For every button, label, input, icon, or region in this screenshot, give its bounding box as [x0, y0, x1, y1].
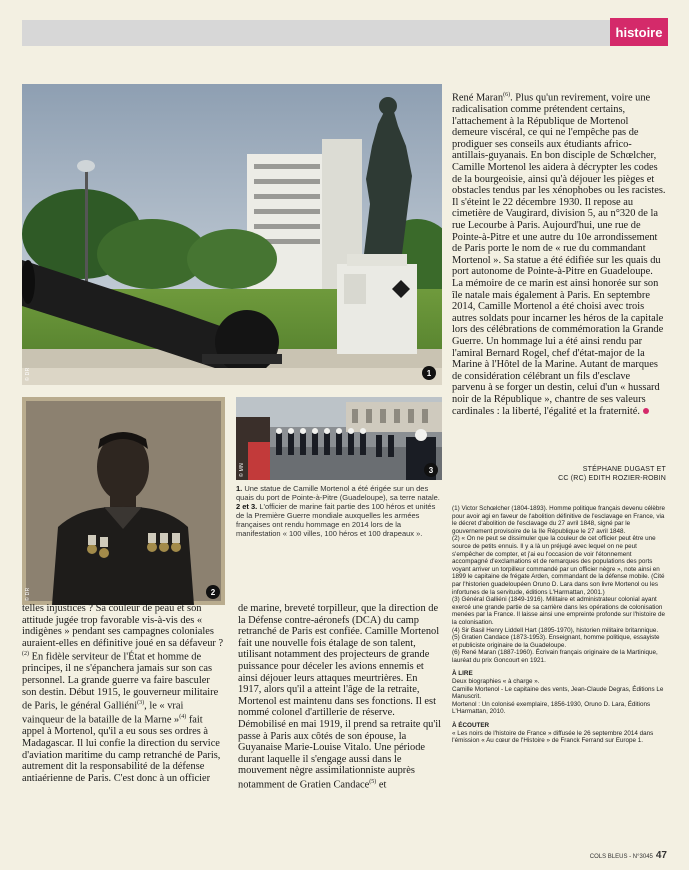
- listen-heading: À ÉCOUTER: [452, 722, 490, 730]
- caption-text: Une statue de Camille Mortenol a été érigée sur un des quais du port de Pointe-à-Pitre (Guadeloupe), sa terre natale.: [236, 484, 440, 502]
- photo-credit: © DR: [25, 367, 31, 381]
- paragraph-text: . Plus qu'un revirement, voire une radicalisation comme prétendent certains, l'attachement à la République de Mortenol demeure viscéral, ce qui ne l'empêche pas de prodiguer ses conseils aux étudiants africo-antillais-guyanais. En bon disciple de Schœlcher, Camille Mortenol les aidera à décrypter les codes de la bourgeoisie, ainsi qu'à déjouer les pièges et obstacles tendus par les xénophobes ou les racistes. Il s'éteint le 22 décembre 1930. Il repose au cimetière de Vaugirard, division 5, au n°320 de la rue Lecourbe à Paris. Aujourd'hui, une rue de Pointe-à-Pitre et une autre du 10e arrondissement de Paris porte le nom de « rue du commandant Mortenol ». Sa statue a été édifiée sur les quais du port autonome de Pointe-à-Pitre en Guadeloupe. La mémoire de ce marin est ainsi honorée sur son île natale mais également à Paris. En septembre 2014, Camille Mortenol a été choisi avec trois autres soldats pour incarner les héros de la capitale lors des célébrations de commémoration la Grande Guerre. Un hommage lui a été ainsi rendu par l'amiral Bernard Rogel, chef d'état-major de la Marine à l'Hôtel de la Marine. Autant de marques de considération célébrant un fils d'esclave parvenu à se forger un destin, celui d'un « hussard noir de la République », chantre de ses valeurs cardinales : la liberté, l'égalité et la fraternité.: [452, 92, 666, 417]
- read-item: Mortenol : Un colonisé exemplaire, 1856-1930, Oruno D. Lara, Éditions L'Harmattan, 2010.: [452, 700, 651, 716]
- footnotes: [452, 505, 666, 745]
- footnote-ref: (5): [369, 778, 377, 785]
- photo-caption: [236, 484, 444, 538]
- footnote: (3) Général Galliéni (1849-1916). Militaire et administrateur colonial ayant exercé une grande partie de sa carrière dans les opérations de colonisation menées par la France. Il laisse ainsi une empreinte profonde sur l'histoire de la colonisation.: [452, 596, 665, 626]
- author-line: CC (RC) EDITH ROZIER-ROBIN: [558, 475, 666, 482]
- paragraph-text: , le « vrai vainqueur de la bataille de la Marne »: [22, 700, 184, 726]
- footnote-ref: (2): [22, 651, 29, 658]
- photo-ceremony: [236, 397, 442, 480]
- read-item: Deux biographies « à charge ».: [452, 678, 540, 686]
- photo-number: 1: [422, 366, 436, 380]
- photo-portrait: [22, 397, 225, 605]
- paragraph-text: telles injustices ? Sa couleur de peau et son attitude jugée trop favorable vis-à-vis des « indigènes » pendant ses campagnes coloniales auraient-elles en définitive joué en sa défaveur ?: [22, 603, 224, 649]
- paragraph-text: et: [376, 779, 387, 791]
- author-line: STÉPHANE DUGAST ET: [582, 466, 666, 473]
- caption-text: L'officier de marine fait partie des 100 héros et unités de la Première Guerre mondiale auxquelles les armées françaises ont rendu hommage en 2014 lors de la manifestation « 100 villes, 100 héros et 100 drapeaux ».: [236, 502, 436, 538]
- article-column-middle: [238, 603, 442, 791]
- footnote: (2) « On ne peut se dissimuler que la couleur de cet officier peut être une source de petits ennuis. Il y a là un préjugé avec lequel on ne peut s'empêcher de compter, et j'ai eu l'occasion de voir l'étonnement accompagné d'exclamations et de remarques des populations des ports voyant arriver un torpilleur commandé par un officier nègre », note ainsi en 1899 le capitaine de frégate Arden, commandant de la défense mobile. (Cité par l'historien guadeloupéen Oruno D. Lara dans son livre Mortenol ou les infortunes de la servitude, éditions L'Harmattan, 2001.): [452, 535, 665, 596]
- header-bar: [22, 20, 610, 46]
- read-heading: À LIRE: [452, 670, 473, 678]
- footnote: (6) René Maran (1887-1960). Écrivain français originaire de la Martinique, lauréat du prix Goncourt en 1921.: [452, 649, 658, 664]
- footnote-ref: (3): [137, 700, 145, 707]
- listen-item: « Les noirs de l'histoire de France » diffusée le 26 septembre 2014 dans l'émission « Au cœur de l'Histoire » de Franck Ferrand sur Europe 1.: [452, 729, 654, 745]
- end-mark-icon: [643, 408, 649, 414]
- paragraph-text: de marine, breveté torpilleur, que la direction de la Défense contre-aéronefs (DCA) du camp retranché de Paris est confiée. Camille Mortenol fait une nouvelle fois étalage de son talent, utilisant notamment des projecteurs de grande puissance pour déceler les avions ennemis et ainsi déjouer leurs attaques meurtrières. En 1917, alors qu'il a atteint l'âge de la retraite, Mortenol est maintenu dans ses fonctions. Il est nommé colonel d'artillerie de réserve. Démobilisé en mai 1919, il prend sa retraite qu'il passe à Paris aux côtés de son épouse, la Guyanaise Marie-Louise Vitalo. Une période durant laquelle il s'engage aussi dans le mouvement nègre assimilationniste auprès notamment de Gratien Candace: [238, 603, 441, 791]
- footnote-ref: (6): [503, 92, 511, 98]
- photo-credit: © MN: [239, 462, 245, 477]
- footnote: (5) Gratien Candace (1873-1953). Enseignant, homme politique, essayiste et publiciste originaire de la Guadeloupe.: [452, 634, 660, 649]
- article-right-column: [452, 90, 666, 417]
- section-tab: histoire: [610, 18, 668, 46]
- page-footer: [590, 850, 667, 861]
- magazine-issue: COLS BLEUS - N°3045: [589, 854, 653, 860]
- caption-number: 1.: [236, 484, 243, 493]
- footnote-ref: (4): [179, 714, 187, 721]
- photo-credit: © DR: [25, 587, 31, 601]
- caption-number: 2 et 3.: [236, 502, 258, 511]
- person-name: René Maran: [452, 92, 504, 104]
- article-column-left: [22, 603, 226, 784]
- read-item: Camille Mortenol - Le capitaine des vents, Jean-Claude Degras, Éditions Le Manuscrit.: [452, 685, 664, 701]
- photo-number: 3: [424, 463, 438, 477]
- page-number: 47: [655, 850, 667, 861]
- footnote: (1) Victor Schœlcher (1804-1893). Homme politique français devenu célèbre pour avoir agi en faveur de l'abolition définitive de l'esclavage en France, via le décret d'abolition de l'esclavage du 27 avril 1848, signé par le gouvernement provisoire de la IIe République le 27 avril 1848.: [452, 505, 666, 535]
- paragraph-text: fait appel à Mortenol, qu'il a eu sous ses ordres à Madagascar. Il lui confie la direction du service d'aviation maritime du camp retranché de Paris, autrement dit la responsabilité de la défense antiaérienne de Paris. C'est donc à un officier: [22, 714, 221, 784]
- footnote: (4) Sir Basil Henry Liddell Hart (1895-1970), historien militaire britannique.: [452, 626, 659, 634]
- article-author: [452, 465, 666, 483]
- photo-statue-quay: [22, 84, 442, 385]
- photo-number: 2: [206, 585, 220, 599]
- paragraph-text: En fidèle serviteur de l'État et homme de principes, il ne s'épanchera jamais sur son cas personnel. La grande guerre va faire basculer son destin. Début 1915, le gouverneur militaire de Paris, le général Galliéni: [22, 651, 219, 712]
